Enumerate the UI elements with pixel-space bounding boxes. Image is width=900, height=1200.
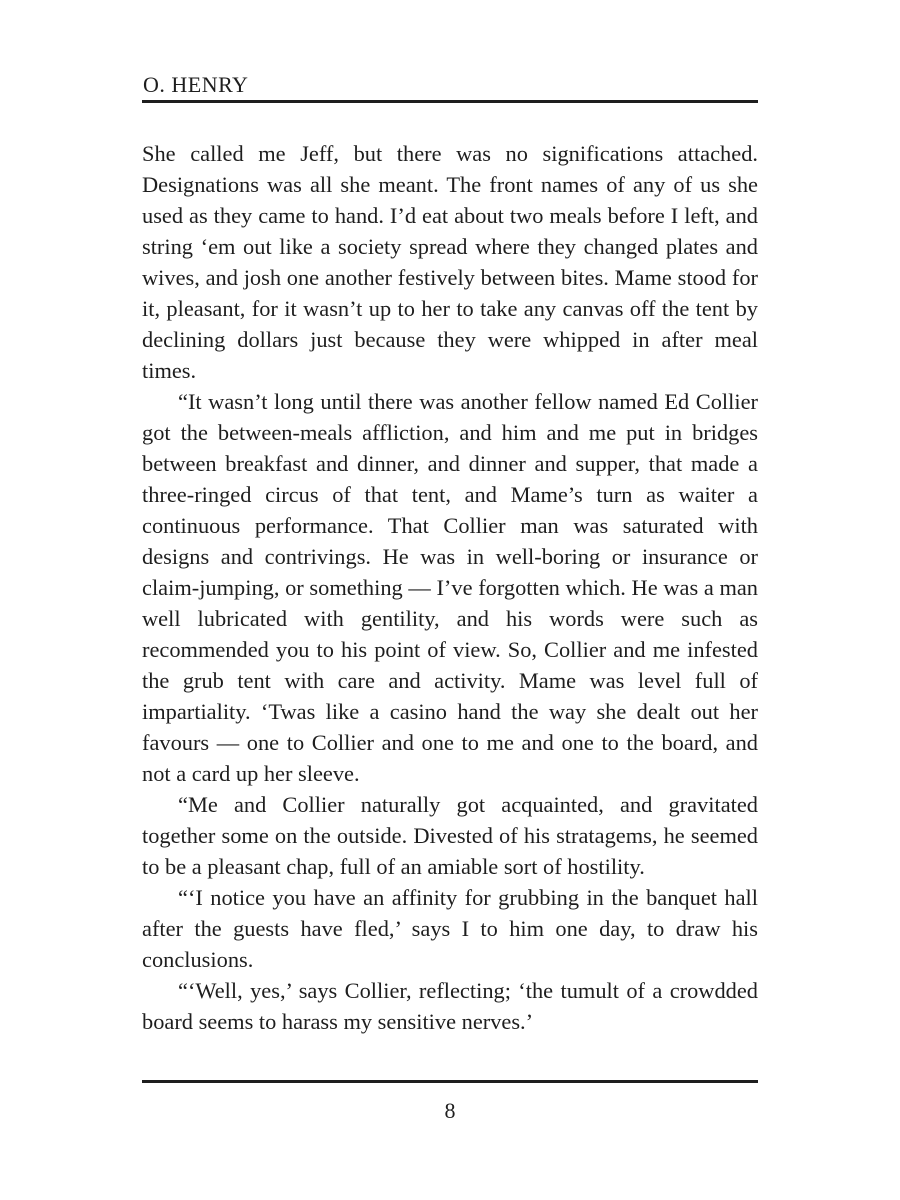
paragraph: “Me and Collier naturally got acquainted, and gravitated together some on the outside. Divested of his stratagems, he seemed to be a pleasant chap, full of an amiable sort of hostility.: [142, 792, 758, 879]
paragraph: “It wasn’t long until there was another fellow named Ed Collier got the between-meals affliction, and him and me put in bridges between breakfast and dinner, and dinner and supper, that made a three-ringed circus of that tent, and Mame’s turn as waiter a continuous performance. That Collier man was saturated with designs and contrivings. He was in well-boring or insurance or claim-jumping, or something — I’ve forgotten which. He was a man well lubricated with gentility, and his words were such as recommended you to his point of view. So, Collier and me infested the grub tent with care and activity. Mame was level full of impartiality. ‘Twas like a casino hand the way she dealt out her favours — one to Collier and one to me and one to the board, and not a card up her sleeve.: [142, 389, 758, 786]
body-text: [142, 138, 758, 1037]
page-number: 8: [444, 1098, 456, 1123]
running-head: O. HENRY: [143, 72, 249, 97]
paragraph: “‘Well, yes,’ says Collier, reflecting; ‘the tumult of a crowdded board seems to harass my sensitive nerves.’: [142, 978, 758, 1034]
footer-rule: [142, 1080, 758, 1083]
paragraph: She called me Jeff, but there was no significations attached. Designations was all she meant. The front names of any of us she used as they came to hand. I’d eat about two meals before I left, and string ‘em out like a society spread where they changed plates and wives, and josh one another festively between bites. Mame stood for it, pleasant, for it wasn’t up to her to take any canvas off the tent by declining dollars just because they were whipped in after meal times.: [142, 141, 758, 383]
header-rule: [142, 100, 758, 103]
paragraph: “‘I notice you have an affinity for grubbing in the banquet hall after the guests have fled,’ says I to him one day, to draw his conclusions.: [142, 885, 758, 972]
